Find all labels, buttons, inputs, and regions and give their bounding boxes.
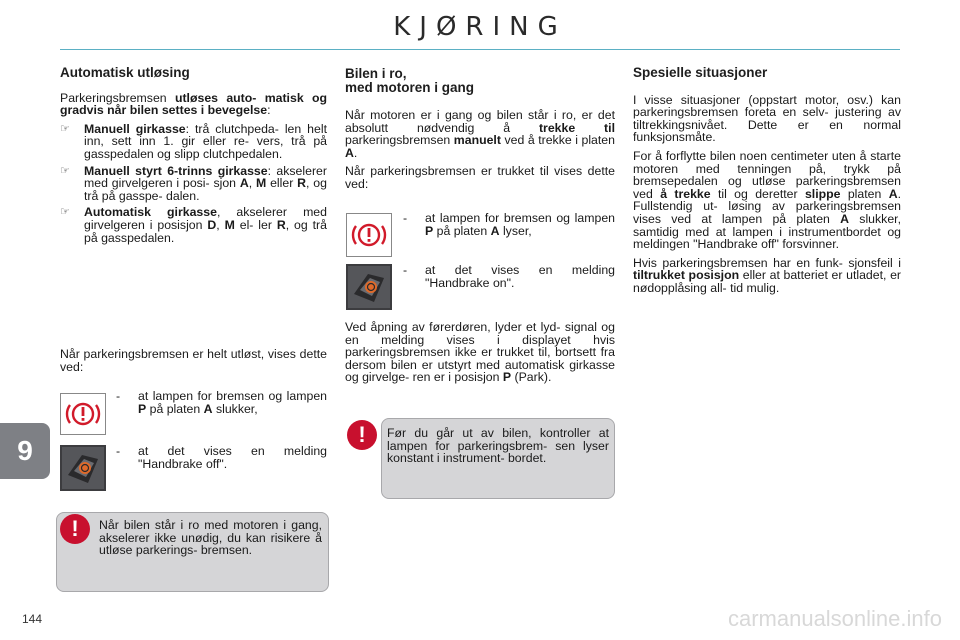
list-item: ☞ Automatisk girkasse, akselerer med girvelgeren i posisjon D, M el- ler R, og trå på gasspedalen.	[60, 205, 327, 245]
warning-icon	[347, 420, 377, 450]
pointing-hand-icon: ☞	[60, 206, 70, 219]
list-item: - at det vises en melding "Handbrake on".	[403, 263, 615, 290]
column-special-situations	[633, 67, 901, 301]
watermark: carmanualsonline.info	[727, 606, 942, 631]
section-heading: Automatisk utløsing	[60, 65, 190, 80]
parking-brake-switch-icon	[346, 264, 392, 315]
released-paragraph: Når parkeringsbremsen er helt utløst, vises dette ved:	[60, 347, 327, 374]
page-title: KJØRING	[393, 12, 567, 42]
chapter-tab: 9	[0, 423, 50, 479]
paragraph: Hvis parkeringsbremsen har en funk- sjonsfeil i tiltrukket posisjon eller at batteriet er utladet, er nødopplåsing all- tid mulig.	[633, 255, 901, 295]
intro-paragraph: Parkeringsbremsen utløses auto- matisk og gradvis når bilen settes i bevegelse:	[60, 90, 327, 118]
section-heading: Spesielle situasjoner	[633, 65, 768, 80]
column-automatic-release	[60, 67, 327, 248]
parking-brake-switch-icon	[60, 445, 106, 496]
brake-warning-lamp-icon	[346, 213, 392, 262]
paragraph: I visse situasjoner (oppstart motor, osv.) kan parkeringsbremsen foreta en selv- justering av tiltrekkingsnivået. Dette er en normal funksjonsmåte.	[633, 92, 901, 145]
list-item: - at lampen for bremsen og lampen P på platen A lyser,	[403, 211, 615, 238]
column-stationary-engine-running	[345, 67, 615, 197]
pointing-hand-icon: ☞	[60, 164, 70, 177]
section-heading: Bilen i ro, med motoren i gang	[345, 66, 475, 95]
warning-icon	[60, 514, 90, 544]
title-divider	[60, 49, 900, 50]
list-item: - at lampen for bremsen og lampen P på platen A slukker,	[116, 389, 327, 416]
list-item: ☞ Manuell styrt 6-trinns girkasse: akselerer med girvelgeren i posi- sjon A, M eller R, og trå på gasspe- dalen.	[60, 163, 327, 203]
pointing-hand-icon: ☞	[60, 122, 70, 135]
page-number: 144	[22, 612, 43, 626]
warning-box: ! Før du går ut av bilen, kontroller at lampen for parkeringsbrem- sen lyser konstant i instrument- bordet.	[381, 418, 615, 499]
list-item: ☞ Manuell girkasse: trå clutchpeda- len helt inn, sett inn 1. gir eller re- vers, trå på gasspedalen og slipp clutchpedalen.	[60, 121, 327, 161]
list-item: - at det vises en melding "Handbrake off".	[116, 444, 327, 471]
paragraph: Når parkeringsbremsen er trukket til vises dette ved:	[345, 164, 615, 191]
paragraph: Når motoren er i gang og bilen står i ro, er det absolutt nødvendig å trekke til parkeringsbremsen manuelt ved å trekke i platen A.	[345, 108, 615, 160]
paragraph: For å forflytte bilen noen centimeter uten å starte motoren med tenningen på, trykk på bremsepedalen og utløse parkeringsbremsen ved å trekke til og deretter slippe platen A. Fullstendig ut- løsing av parkeringsbremsen vises ved at lampen på platen A slukker, samtidig med at lampen i instrumentbordet og meldingen "Handbrake off" forsvinner.	[633, 148, 901, 252]
brake-warning-lamp-icon	[60, 393, 106, 440]
warning-box: ! Når bilen står i ro med motoren i gang, akselerer ikke unødig, du kan risikere å utløse parkerings- bremsen.	[56, 512, 329, 592]
door-open-paragraph: Ved åpning av førerdøren, lyder et lyd- signal og en melding vises i displayet hvis parkeringsbremsen ikke er trukket til, bortsett fra dersom bilen er utstyrt med automatisk girkasse og girvelge- ren er i posisjon P (Park).	[345, 320, 615, 385]
